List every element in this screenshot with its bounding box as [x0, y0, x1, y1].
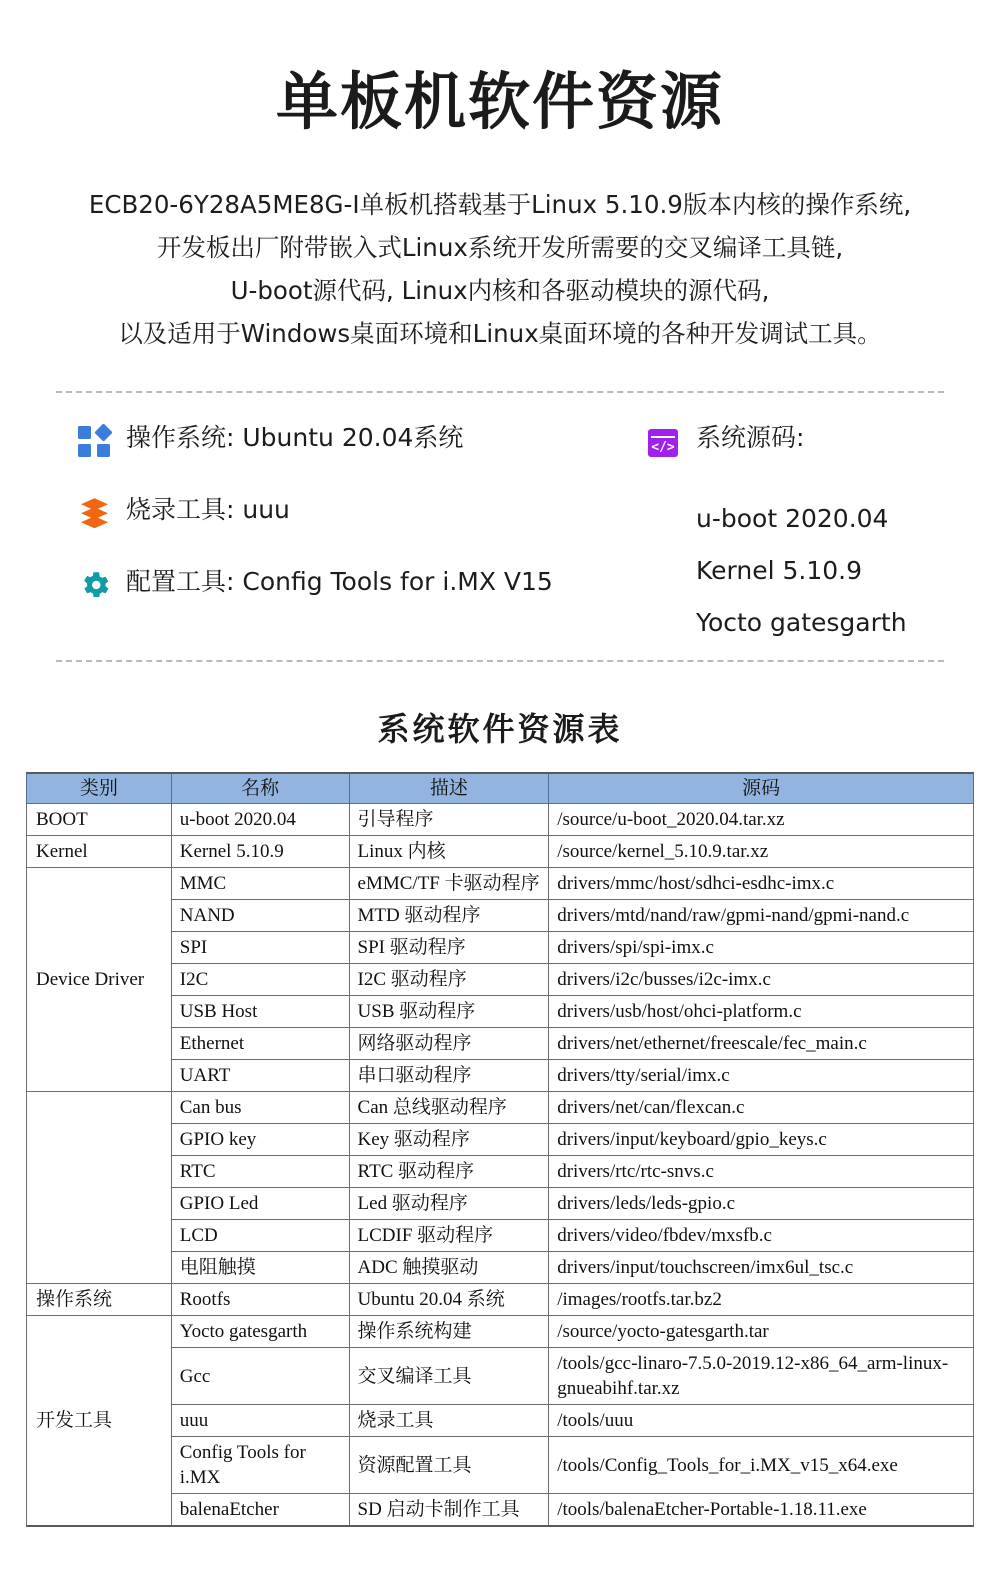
intro-line-2: 开发板出厂附带嵌入式Linux系统开发所需要的交叉编译工具链, — [156, 233, 844, 263]
cell-name: Kernel 5.10.9 — [171, 836, 349, 868]
cell-name: Ethernet — [171, 1028, 349, 1060]
cell-category: 开发工具 — [27, 1316, 172, 1527]
cell-source: drivers/rtc/rtc-snvs.c — [549, 1156, 974, 1188]
cell-description: RTC 驱动程序 — [349, 1156, 549, 1188]
layers-icon — [78, 496, 112, 530]
page-title: 单板机软件资源 — [275, 65, 724, 138]
cell-name: Yocto gatesgarth — [171, 1316, 349, 1348]
intro-paragraph — [0, 183, 1000, 355]
cell-category: 操作系统 — [27, 1284, 172, 1316]
table-row — [27, 1316, 974, 1348]
cell-source: drivers/i2c/busses/i2c-imx.c — [549, 964, 974, 996]
col-header-desc: 描述 — [349, 773, 549, 804]
cell-name: RTC — [171, 1156, 349, 1188]
gear-icon — [78, 568, 112, 602]
intro-line-1: ECB20-6Y28A5ME8G-I单板机搭载基于Linux 5.10.9版本内核的操作系统, — [88, 190, 912, 220]
cell-description: LCDIF 驱动程序 — [349, 1220, 549, 1252]
cell-description: SPI 驱动程序 — [349, 932, 549, 964]
cell-source: /tools/gcc-linaro-7.5.0-2019.12-x86_64_arm-linux-gnueabihf.tar.xz — [549, 1348, 974, 1405]
cell-name: Gcc — [171, 1348, 349, 1405]
feature-os-label: 操作系统: Ubuntu 20.04系统 — [126, 423, 464, 453]
source-line-uboot: u-boot 2020.04 — [696, 504, 889, 534]
cell-name: Can bus — [171, 1092, 349, 1124]
cell-description: Key 驱动程序 — [349, 1124, 549, 1156]
cell-source: /source/kernel_5.10.9.tar.xz — [549, 836, 974, 868]
cell-name: USB Host — [171, 996, 349, 1028]
cell-source: drivers/video/fbdev/mxsfb.c — [549, 1220, 974, 1252]
cell-name: u-boot 2020.04 — [171, 804, 349, 836]
cell-source: drivers/mtd/nand/raw/gpmi-nand/gpmi-nand.c — [549, 900, 974, 932]
feature-block — [56, 393, 944, 638]
resource-table-wrapper — [26, 772, 974, 1527]
col-header-source: 源码 — [549, 773, 974, 804]
cell-source: /images/rootfs.tar.bz2 — [549, 1284, 974, 1316]
cell-source: drivers/usb/host/ohci-platform.c — [549, 996, 974, 1028]
cell-description: SD 启动卡制作工具 — [349, 1494, 549, 1527]
cell-description: 网络驱动程序 — [349, 1028, 549, 1060]
cell-description: Led 驱动程序 — [349, 1188, 549, 1220]
table-title: 系统软件资源表 — [377, 710, 623, 749]
feature-item-source — [648, 421, 978, 493]
cell-name: uuu — [171, 1405, 349, 1437]
table-body — [27, 804, 974, 1527]
code-icon — [648, 424, 682, 458]
cell-description: MTD 驱动程序 — [349, 900, 549, 932]
cell-description: 资源配置工具 — [349, 1437, 549, 1494]
cell-name: GPIO key — [171, 1124, 349, 1156]
feature-item-os — [78, 421, 598, 493]
cell-description: ADC 触摸驱动 — [349, 1252, 549, 1284]
cell-description: Ubuntu 20.04 系统 — [349, 1284, 549, 1316]
cell-name: 电阻触摸 — [171, 1252, 349, 1284]
cell-source: /source/u-boot_2020.04.tar.xz — [549, 804, 974, 836]
table-row — [27, 804, 974, 836]
feature-source-heading: 系统源码: — [696, 423, 805, 453]
cell-source: drivers/input/keyboard/gpio_keys.c — [549, 1124, 974, 1156]
cell-source: drivers/net/ethernet/freescale/fec_main.c — [549, 1028, 974, 1060]
cell-name: I2C — [171, 964, 349, 996]
table-row — [27, 1284, 974, 1316]
cell-name: LCD — [171, 1220, 349, 1252]
cell-description: 操作系统构建 — [349, 1316, 549, 1348]
cell-source: drivers/input/touchscreen/imx6ul_tsc.c — [549, 1252, 974, 1284]
cell-source: /tools/balenaEtcher-Portable-1.18.11.exe — [549, 1494, 974, 1527]
table-row — [27, 868, 974, 900]
feature-list-left — [78, 421, 598, 637]
cell-description: 引导程序 — [349, 804, 549, 836]
table-header — [27, 773, 974, 804]
cell-name: UART — [171, 1060, 349, 1092]
cell-source: drivers/net/can/flexcan.c — [549, 1092, 974, 1124]
divider-bottom — [56, 660, 944, 662]
code-icon-glyph: </> — [651, 440, 675, 456]
cell-source: drivers/tty/serial/imx.c — [549, 1060, 974, 1092]
cell-category: Kernel — [27, 836, 172, 868]
feature-flash-tool-label: 烧录工具: uuu — [126, 495, 290, 525]
cell-name: balenaEtcher — [171, 1494, 349, 1527]
cell-description: Linux 内核 — [349, 836, 549, 868]
source-line-kernel: Kernel 5.10.9 — [696, 556, 863, 586]
resource-table — [26, 772, 974, 1527]
feature-config-tool-label: 配置工具: Config Tools for i.MX V15 — [126, 567, 553, 597]
table-row — [27, 836, 974, 868]
cell-name: GPIO Led — [171, 1188, 349, 1220]
cell-name: MMC — [171, 868, 349, 900]
cell-description: USB 驱动程序 — [349, 996, 549, 1028]
cell-source: /tools/Config_Tools_for_i.MX_v15_x64.exe — [549, 1437, 974, 1494]
cell-source: /tools/uuu — [549, 1405, 974, 1437]
feature-item-config-tool — [78, 565, 598, 637]
feature-item-flash-tool — [78, 493, 598, 565]
table-row — [27, 1092, 974, 1124]
cell-source: drivers/mmc/host/sdhci-esdhc-imx.c — [549, 868, 974, 900]
cell-description: I2C 驱动程序 — [349, 964, 549, 996]
table-header-row — [27, 773, 974, 804]
cell-description: Can 总线驱动程序 — [349, 1092, 549, 1124]
col-header-category: 类别 — [27, 773, 172, 804]
cell-description: 交叉编译工具 — [349, 1348, 549, 1405]
cell-name: NAND — [171, 900, 349, 932]
cell-category — [27, 1092, 172, 1284]
cell-source: drivers/spi/spi-imx.c — [549, 932, 974, 964]
cell-category: Device Driver — [27, 868, 172, 1092]
cell-name: Rootfs — [171, 1284, 349, 1316]
cell-description: eMMC/TF 卡驱动程序 — [349, 868, 549, 900]
feature-list-right — [648, 421, 978, 649]
grid-icon — [78, 424, 112, 458]
cell-source: drivers/leds/leds-gpio.c — [549, 1188, 974, 1220]
cell-source: /source/yocto-gatesgarth.tar — [549, 1316, 974, 1348]
intro-line-3: U-boot源代码, Linux内核和各驱动模块的源代码, — [230, 276, 770, 306]
cell-name: SPI — [171, 932, 349, 964]
intro-line-4: 以及适用于Windows桌面环境和Linux桌面环境的各种开发调试工具。 — [118, 319, 882, 349]
cell-category: BOOT — [27, 804, 172, 836]
cell-description: 串口驱动程序 — [349, 1060, 549, 1092]
cell-name: Config Tools for i.MX — [171, 1437, 349, 1494]
source-line-yocto: Yocto gatesgarth — [696, 608, 907, 638]
col-header-name: 名称 — [171, 773, 349, 804]
cell-description: 烧录工具 — [349, 1405, 549, 1437]
